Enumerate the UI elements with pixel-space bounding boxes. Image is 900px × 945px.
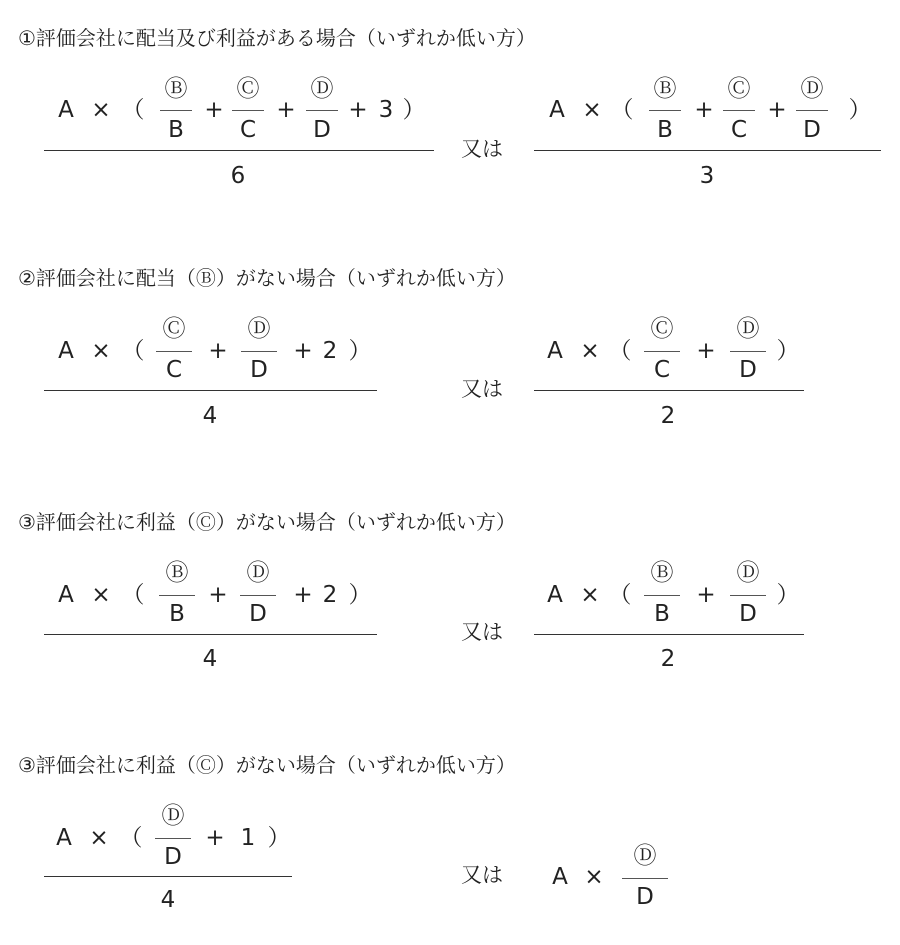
fraction-bar	[730, 351, 766, 352]
fraction-numerator: Ⓓ	[736, 316, 760, 342]
fraction-bar	[723, 110, 755, 111]
open-paren: （	[608, 338, 632, 364]
variable-a: A	[547, 582, 563, 608]
fraction-denominator: C	[239, 117, 257, 143]
variable-a: A	[58, 338, 74, 364]
fraction-numerator: Ⓓ	[310, 76, 334, 102]
main-fraction-bar	[44, 876, 292, 877]
main-denominator: 6	[230, 163, 246, 189]
fraction-numerator: Ⓓ	[246, 560, 270, 586]
fraction-bar	[155, 838, 191, 839]
constant: 2	[322, 338, 338, 364]
fraction-numerator: Ⓓ	[736, 560, 760, 586]
variable-a: A	[58, 97, 74, 123]
fraction-bar	[644, 351, 680, 352]
fraction-denominator: D	[164, 844, 182, 870]
close-paren: ）	[348, 338, 372, 364]
plus-sign: +	[348, 97, 368, 123]
main-fraction-bar	[534, 634, 804, 635]
fraction-denominator: B	[657, 117, 673, 143]
section-3-heading: ③評価会社に利益（Ⓒ）がない場合（いずれか低い方）	[18, 510, 516, 534]
fraction-numerator: Ⓑ	[653, 76, 677, 102]
open-paren: （	[121, 338, 145, 364]
section-1-heading: ①評価会社に配当及び利益がある場合（いずれか低い方）	[18, 26, 536, 50]
main-denominator: 4	[160, 887, 176, 913]
fraction-bar	[156, 351, 192, 352]
fraction-denominator: C	[653, 357, 671, 383]
constant: 3	[378, 97, 394, 123]
fraction-bar	[622, 878, 668, 879]
plus-sign: +	[767, 97, 787, 123]
close-paren: ）	[402, 97, 426, 123]
fraction-bar	[644, 595, 680, 596]
plus-sign: +	[204, 97, 224, 123]
or-label: 又は	[461, 620, 503, 644]
main-fraction-bar	[44, 150, 434, 151]
fraction-bar	[240, 595, 276, 596]
close-paren: ）	[348, 582, 372, 608]
fraction-denominator: D	[313, 117, 331, 143]
open-paren: （	[121, 97, 145, 123]
main-denominator: 3	[699, 163, 715, 189]
close-paren: ）	[848, 97, 872, 123]
fraction-numerator: Ⓒ	[650, 316, 674, 342]
fraction-denominator: C	[730, 117, 748, 143]
variable-a: A	[58, 582, 74, 608]
fraction-denominator: B	[654, 601, 670, 627]
times-sign: ×	[91, 338, 111, 364]
plus-sign: +	[293, 338, 313, 364]
fraction-numerator: Ⓒ	[236, 76, 260, 102]
fraction-denominator: D	[739, 601, 757, 627]
close-paren: ）	[776, 338, 800, 364]
variable-a: A	[547, 338, 563, 364]
open-paren: （	[119, 825, 143, 851]
variable-a: A	[549, 97, 565, 123]
fraction-denominator: B	[169, 601, 185, 627]
fraction-numerator: Ⓓ	[247, 316, 271, 342]
main-fraction-bar	[534, 390, 804, 391]
constant: 2	[322, 582, 338, 608]
fraction-denominator: D	[636, 884, 654, 910]
times-sign: ×	[91, 582, 111, 608]
main-fraction-bar	[44, 390, 377, 391]
fraction-numerator: Ⓓ	[800, 76, 824, 102]
main-denominator: 4	[202, 646, 218, 672]
open-paren: （	[121, 582, 145, 608]
main-denominator: 2	[660, 646, 676, 672]
fraction-denominator: D	[249, 601, 267, 627]
plus-sign: +	[208, 338, 228, 364]
main-denominator: 4	[202, 403, 218, 429]
fraction-bar	[649, 110, 681, 111]
main-fraction-bar	[534, 150, 881, 151]
times-sign: ×	[91, 97, 111, 123]
fraction-numerator: Ⓑ	[650, 560, 674, 586]
plus-sign: +	[293, 582, 313, 608]
fraction-bar	[160, 110, 192, 111]
plus-sign: +	[276, 97, 296, 123]
fraction-bar	[306, 110, 338, 111]
fraction-numerator: Ⓒ	[162, 316, 186, 342]
fraction-numerator: Ⓑ	[165, 560, 189, 586]
open-paren: （	[608, 582, 632, 608]
times-sign: ×	[580, 582, 600, 608]
fraction-bar	[730, 595, 766, 596]
plus-sign: +	[205, 825, 225, 851]
fraction-numerator: Ⓑ	[164, 76, 188, 102]
fraction-bar	[159, 595, 195, 596]
fraction-numerator: Ⓓ	[633, 843, 657, 869]
times-sign: ×	[582, 97, 602, 123]
fraction-denominator: D	[803, 117, 821, 143]
fraction-denominator: D	[739, 357, 757, 383]
fraction-bar	[241, 351, 277, 352]
plus-sign: +	[208, 582, 228, 608]
variable-a: A	[56, 825, 72, 851]
or-label: 又は	[461, 137, 503, 161]
fraction-denominator: B	[168, 117, 184, 143]
plus-sign: +	[696, 338, 716, 364]
or-label: 又は	[461, 863, 503, 887]
times-sign: ×	[584, 864, 604, 890]
main-denominator: 2	[660, 403, 676, 429]
plus-sign: +	[694, 97, 714, 123]
section-2-heading: ②評価会社に配当（Ⓑ）がない場合（いずれか低い方）	[18, 266, 516, 290]
plus-sign: +	[696, 582, 716, 608]
close-paren: ）	[267, 825, 291, 851]
open-paren: （	[610, 97, 634, 123]
close-paren: ）	[776, 582, 800, 608]
fraction-denominator: C	[165, 357, 183, 383]
fraction-bar	[796, 110, 828, 111]
main-fraction-bar	[44, 634, 377, 635]
times-sign: ×	[89, 825, 109, 851]
variable-a: A	[552, 864, 568, 890]
fraction-numerator: Ⓒ	[727, 76, 751, 102]
section-4-heading: ③評価会社に利益（Ⓒ）がない場合（いずれか低い方）	[18, 753, 516, 777]
or-label: 又は	[461, 377, 503, 401]
times-sign: ×	[580, 338, 600, 364]
fraction-numerator: Ⓓ	[161, 803, 185, 829]
fraction-denominator: D	[250, 357, 268, 383]
fraction-bar	[232, 110, 264, 111]
constant: 1	[240, 825, 256, 851]
